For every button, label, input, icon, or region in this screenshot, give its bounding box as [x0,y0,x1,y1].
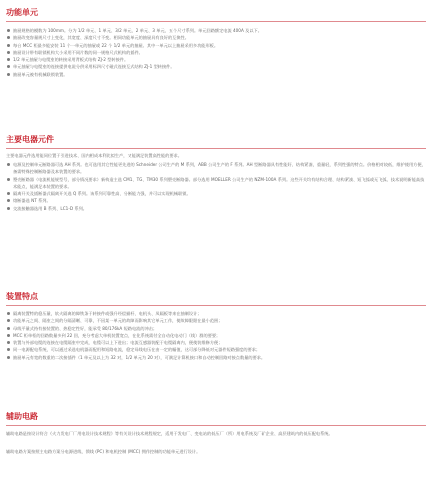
section-main-components [6,135,426,255]
bullet-icon [7,178,10,181]
section-intro: 主要电器元件选用能同位置于引进技术、国内相成本利比拟生产，又能满足装置高性能的要求。 [6,153,182,158]
list-item: 母线平量式持有接装置的、热稳定性好，能承受 80/176kA 短路电流的冲击； [6,325,426,332]
bullet-list [6,27,426,78]
section-title: 功能单元 [6,8,38,17]
bullet-icon [7,341,10,344]
bullet-icon [7,29,10,32]
list-item: 抽屉单元有宽的数重的二次接插件（1 单元及以上为 32 对，1/2 单元为 20 对），可满足计算机接口和自动控制回路对接点数量的要求。 [6,354,426,361]
section-auxiliary-circuits [6,412,426,482]
list-item: 交流接触器选用 B 系列、LC1-D 系列。 [6,205,426,212]
list-item: 塑壳断路器（电流机能规型号，部分情况要求）新构造主选 CM1、TG、TM30 系列塑壳断路器。部分选用 MOELLER 公司生产的 NZM-100A 系列。这些开关均有结构合理、结构紧凑、短飞弧或无飞弧、技术说明新能高技术能点，能满足本装置的要求。 [6,176,426,191]
list-item: 同一电源配电系统，可以通过采选电机器而配用和短路电流，稳定母线电压在由一定的幅值，这可部分降低对元器件短路强度的要求； [6,346,426,353]
list-item: 抽屉设计带有联锁机构大小采用不同片数的同一规格尺式机构的插件。 [6,49,426,56]
bullet-icon [7,319,10,322]
bullet-list [6,161,426,212]
section-device-features [6,292,426,392]
section-title: 主要电器元件 [6,135,54,144]
bullet-icon [7,73,10,76]
list-item: 熔断器选 NT 系列。 [6,197,426,204]
bullet-icon [7,36,10,39]
bullet-icon [7,51,10,54]
bullet-icon [7,58,10,61]
section-divider [6,305,426,306]
list-item: 抽屉改变容量规尺寸上变化，其宽度、深度尺寸不变。相同功能单元的抽屉具有良好的互换性。 [6,34,426,41]
bullet-icon [7,65,10,68]
list-item: 隔离装置特的稳压量，软火隔离的障铁条于转接件或强升经偿描杆、电机头、凤隔板等来在抽制设计； [6,310,426,317]
bullet-list [6,310,426,361]
bullet-icon [7,207,10,210]
list-item: 每台 MCC 柜最多能安装 11 个一单元的抽屉或 22 个 1/2 单元的抽屉。其中一单元以上抽屉采用多功能形板。 [6,42,426,49]
list-item: 装置与外部电缆的连接在电缆隔室中完成，电缆可以上下进出；电流互感器装配于电缆隔离内，便使装维修方便； [6,339,426,346]
bullet-icon [7,356,10,359]
bullet-icon [7,192,10,195]
bullet-icon [7,348,10,351]
list-item: 隔离开关及插断器式隔离开关选 Q 系列。该系列可靠性高、分断能力强，并可以实现机械联锁。 [6,190,426,197]
list-item: 电源及控制单元断路器可选 AH 系列。也可选用其它性能更先进的 Schneider 公司生产的 M 系列，ABB 公司生产的 F 系列。AH 型断路器具有性能好、结构紧凑，重量轻，系列性强的特点。价格相对较低，维护使用方便，备需特殊控制断路器及本装置的要求。 [6,161,426,176]
section-paragraph: 辅助电路是按设计符合《火力发电厂厂用电设计技术规程》等有关设计技术规程规定，适用于发电厂、变电站的低压厂（所）用电系统及厂矿企业、高层建筑内的低压配电系统。 [6,431,333,436]
list-item: 1/2 单元抽屉与电缆室的转接采用背板式结构 ZJ-2 型转接件。 [6,56,426,63]
bullet-icon [7,199,10,202]
bullet-icon [7,312,10,315]
bullet-icon [7,44,10,47]
bullet-icon [7,327,10,330]
section-functional-units [6,8,426,108]
section-title: 装置特点 [6,292,38,301]
section-divider [6,148,426,149]
section-divider [6,21,426,22]
list-item: 功能单元之间、隔室之间的分隔清晰、可靠，不因某一单元的故障而影响其它单元工作，使故障限限在最小范围； [6,317,426,324]
list-item: 抽屉单元被有机械联锁装置。 [6,71,426,78]
section-divider [6,425,426,426]
list-item: MCC 柜单柜的回路数量多到 22 回，充分考虑大单机装置宽点，在化系统需付全自动化电动门（线）群的要要； [6,332,426,339]
bullet-icon [7,163,10,166]
bullet-icon [7,334,10,337]
list-item: 单元抽屉与电缆室的连接提供电说分供采用标四尺寸碰式连接互式结构 ZJ-1 型转接件。 [6,63,426,70]
section-title: 辅助电路 [6,412,38,421]
section-paragraph: 辅助电路方案按照主电路方案分电源进线、馈线 (PC) 和电机控制 (MCC) 拥作控制的功能单元进行设计。 [6,449,201,454]
list-item: 抽屉规格的模数为 100mm。分为 1/2 单元、1 单元、3/2 单元、2 单元、3 单元、五个尺寸系列。单元回路额定电流 400A 及以下。 [6,27,426,34]
